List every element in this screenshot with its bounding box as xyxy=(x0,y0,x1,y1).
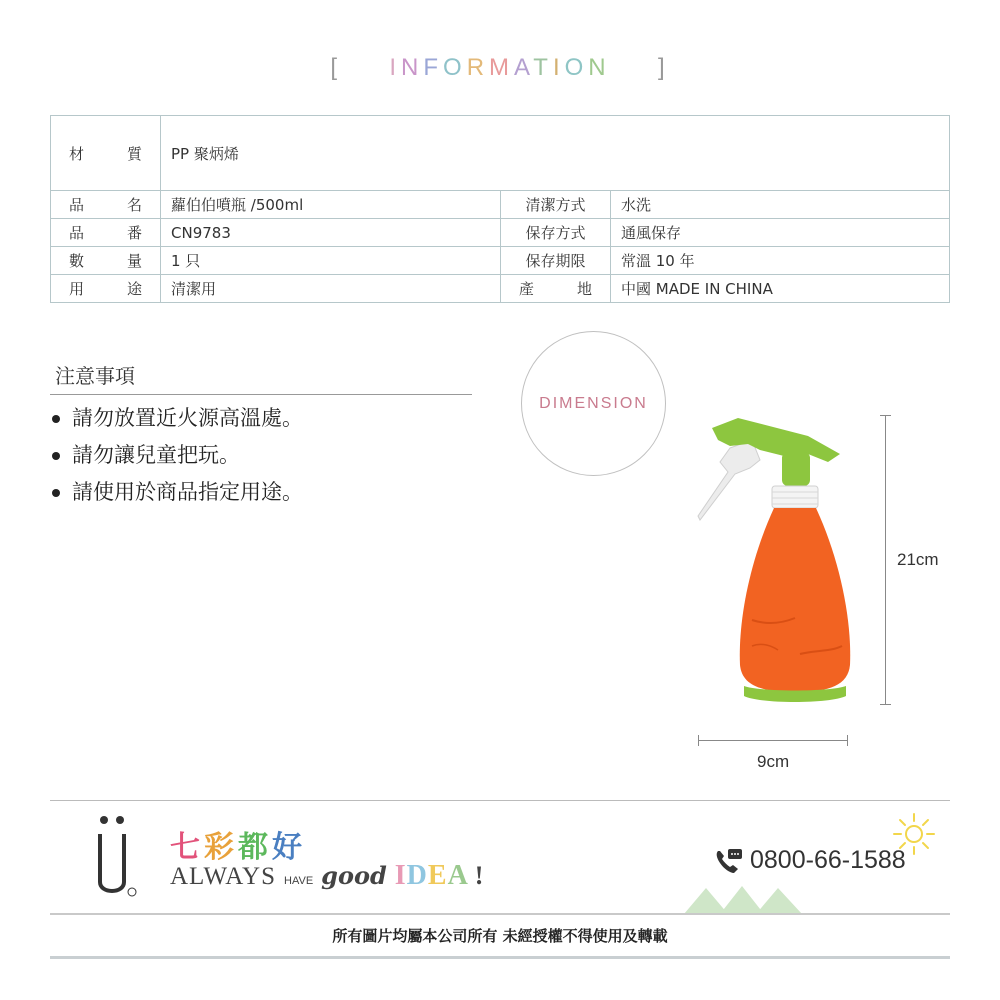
spray-bottle-image xyxy=(690,410,860,710)
information-letter: O xyxy=(443,54,467,81)
bullet-icon xyxy=(52,452,60,460)
idea-letter: I xyxy=(394,860,407,891)
spec-value: 清潔用 xyxy=(161,275,501,303)
information-letter: N xyxy=(588,54,611,81)
tagline-idea xyxy=(395,860,469,892)
spec-label: 保存期限 xyxy=(501,247,611,275)
list-item: 請勿讓兒童把玩。 xyxy=(52,437,303,474)
notice-divider xyxy=(50,394,472,395)
brand-name-char: 好 xyxy=(272,830,306,865)
information-word xyxy=(389,54,610,81)
phone-number: 0800-66-1588 xyxy=(750,846,906,874)
information-letter: I xyxy=(552,54,565,81)
list-item: 請使用於商品指定用途。 xyxy=(52,474,303,511)
tagline-good: good xyxy=(321,861,387,890)
information-letter: N xyxy=(401,54,424,81)
brand-name-char: 七 xyxy=(170,830,204,865)
information-letter: O xyxy=(564,54,589,81)
spec-label: 品 名 xyxy=(51,191,161,219)
spec-value-material: PP 聚炳烯 xyxy=(161,116,950,191)
spec-value: 蘿伯伯噴瓶 /500ml xyxy=(161,191,501,219)
brand-name-char: 都 xyxy=(238,830,272,865)
table-row xyxy=(51,219,950,247)
table-row xyxy=(51,191,950,219)
spec-value: 水洗 xyxy=(611,191,950,219)
list-item: 請勿放置近火源高溫處。 xyxy=(52,400,303,437)
bullet-icon xyxy=(52,415,60,423)
phone-icon xyxy=(714,847,744,875)
width-dimension-line xyxy=(698,740,848,741)
footer-divider-bottom xyxy=(50,956,950,959)
brand-tagline xyxy=(170,860,483,892)
footer-divider xyxy=(50,800,950,801)
tagline-always: ALWAYS xyxy=(170,863,277,890)
information-letter: I xyxy=(389,54,402,81)
information-letter: R xyxy=(466,54,490,81)
dimension-label: DIMENSION xyxy=(539,394,648,412)
information-letter: F xyxy=(423,54,444,81)
spec-label-material: 材 質 xyxy=(51,116,161,191)
height-label: 21cm xyxy=(897,550,939,569)
brand-name-char: 彩 xyxy=(204,830,238,865)
idea-letter: A xyxy=(447,860,469,891)
table-row xyxy=(51,116,950,191)
phone-contact xyxy=(714,846,906,875)
spec-label: 產 地 xyxy=(501,275,611,303)
height-dimension-line xyxy=(885,415,886,705)
notice-list xyxy=(52,400,303,511)
tagline-have: HAVE xyxy=(284,875,314,887)
idea-letter: D xyxy=(406,860,428,891)
information-letter: M xyxy=(489,54,515,81)
spec-value: 中國 MADE IN CHINA xyxy=(611,275,950,303)
idea-letter: E xyxy=(427,860,448,891)
spec-value: 常溫 10 年 xyxy=(611,247,950,275)
information-title xyxy=(0,52,1000,84)
spec-label: 用 途 xyxy=(51,275,161,303)
spec-label: 數 量 xyxy=(51,247,161,275)
footer-divider-mid xyxy=(50,913,950,915)
spec-label: 清潔方式 xyxy=(501,191,611,219)
dimension-badge xyxy=(521,331,666,476)
spec-value: 1 只 xyxy=(161,247,501,275)
information-letter: A xyxy=(514,54,534,81)
table-row xyxy=(51,247,950,275)
bullet-icon xyxy=(52,489,60,497)
brand-logo-icon xyxy=(90,812,140,902)
table-row xyxy=(51,275,950,303)
width-label: 9cm xyxy=(757,752,790,771)
spec-value: CN9783 xyxy=(161,219,501,247)
copyright-notice: 所有圖片均屬本公司所有 未經授權不得使用及轉載 xyxy=(332,927,668,945)
information-letter: T xyxy=(533,54,553,81)
tagline-exclamation: ! xyxy=(474,861,484,890)
spec-label: 保存方式 xyxy=(501,219,611,247)
hills-decoration xyxy=(684,880,802,914)
bracket-left: [ xyxy=(330,54,342,81)
spec-value: 通風保存 xyxy=(611,219,950,247)
notice-title: 注意事項 xyxy=(55,364,135,388)
bracket-right: ] xyxy=(657,54,670,81)
spec-table xyxy=(50,115,950,303)
spec-label: 品 番 xyxy=(51,219,161,247)
